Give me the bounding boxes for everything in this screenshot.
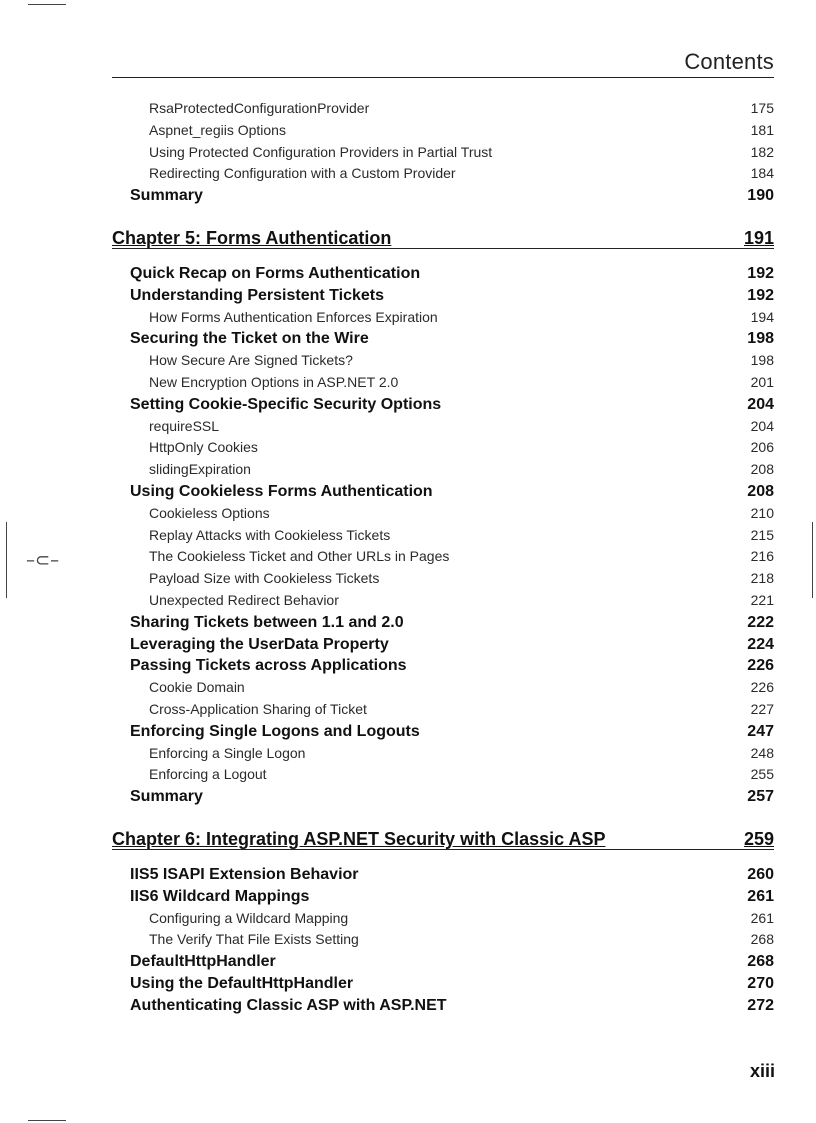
toc-subsection-entry[interactable] bbox=[112, 908, 774, 930]
entry-page-number: 261 bbox=[750, 909, 774, 926]
entry-page-number: 181 bbox=[750, 121, 774, 138]
toc-subsection-entry[interactable] bbox=[112, 525, 774, 547]
entry-page-number: 221 bbox=[750, 591, 774, 608]
entry-title: RsaProtectedConfigurationProvider bbox=[149, 100, 370, 116]
entry-page-number: 208 bbox=[750, 461, 774, 478]
entry-title: Cookie Domain bbox=[149, 679, 245, 696]
toc-subsection-entry[interactable] bbox=[112, 120, 774, 142]
toc-subsection-entry[interactable] bbox=[112, 568, 774, 590]
entry-page-number: 227 bbox=[750, 700, 774, 717]
entry-title: Passing Tickets across Applications bbox=[130, 657, 407, 675]
entry-page-number: 175 bbox=[750, 100, 774, 116]
table-of-contents bbox=[112, 98, 774, 1016]
registration-mark-icon: –⊂– bbox=[26, 550, 60, 571]
entry-title: DefaultHttpHandler bbox=[130, 953, 276, 971]
entry-title: Enforcing a Single Logon bbox=[149, 744, 306, 761]
toc-section-entry[interactable] bbox=[112, 634, 774, 656]
toc-subsection-entry[interactable] bbox=[112, 416, 774, 438]
entry-page-number: 201 bbox=[750, 373, 774, 390]
entry-title: Setting Cookie-Specific Security Options bbox=[130, 395, 442, 413]
toc-subsection-entry[interactable] bbox=[112, 929, 774, 951]
entry-title: Securing the Ticket on the Wire bbox=[130, 330, 369, 348]
entry-page-number: 190 bbox=[747, 187, 774, 205]
entry-title: Sharing Tickets between 1.1 and 2.0 bbox=[130, 613, 404, 631]
toc-subsection-entry[interactable] bbox=[112, 163, 774, 185]
entry-title: Enforcing Single Logons and Logouts bbox=[130, 722, 420, 740]
toc-subsection-entry[interactable] bbox=[112, 437, 774, 459]
toc-section-entry[interactable] bbox=[112, 886, 774, 908]
entry-title: Summary bbox=[130, 788, 203, 806]
entry-title: Summary bbox=[130, 187, 203, 205]
page-number: xiii bbox=[749, 1061, 775, 1081]
entry-page-number: 257 bbox=[747, 788, 774, 806]
toc-subsection-entry[interactable] bbox=[112, 590, 774, 612]
entry-page-number: 222 bbox=[747, 613, 774, 631]
entry-title: Replay Attacks with Cookieless Tickets bbox=[149, 526, 391, 543]
entry-page-number: 226 bbox=[750, 679, 774, 696]
toc-section-entry[interactable] bbox=[112, 655, 774, 677]
toc-subsection-entry[interactable] bbox=[112, 699, 774, 721]
entry-title: Understanding Persistent Tickets bbox=[130, 286, 384, 304]
entry-page-number: 192 bbox=[747, 286, 774, 304]
entry-page-number: 226 bbox=[747, 657, 774, 675]
entry-page-number: 192 bbox=[747, 264, 774, 282]
entry-page-number: 198 bbox=[750, 352, 774, 369]
entry-page-number: 184 bbox=[750, 165, 774, 182]
entry-page-number: 216 bbox=[750, 548, 774, 565]
toc-section-entry[interactable] bbox=[112, 951, 774, 973]
registration-line-right bbox=[812, 522, 813, 598]
entry-title: Redirecting Configuration with a Custom Provider bbox=[149, 165, 456, 182]
entry-page-number: 247 bbox=[747, 722, 774, 740]
entry-page-number: 224 bbox=[747, 635, 774, 653]
toc-section-entry[interactable] bbox=[112, 263, 774, 285]
entry-title: requireSSL bbox=[149, 417, 220, 434]
entry-title: HttpOnly Cookies bbox=[149, 439, 258, 456]
entry-title: Aspnet_regiis Options bbox=[149, 121, 286, 138]
entry-page-number: 194 bbox=[750, 308, 774, 325]
entry-page-number: 218 bbox=[750, 570, 774, 587]
toc-subsection-entry[interactable] bbox=[112, 372, 774, 394]
chapter-title: Chapter 6: Integrating ASP.NET Security with Classic ASP bbox=[112, 828, 606, 849]
chapter-page-number: 191 bbox=[743, 227, 774, 248]
entry-page-number: 255 bbox=[750, 766, 774, 783]
chapter-page-number: 259 bbox=[743, 828, 774, 849]
entry-page-number: 272 bbox=[747, 996, 774, 1014]
entry-title: Using Protected Configuration Providers in Partial Trust bbox=[149, 143, 493, 160]
toc-section-entry[interactable] bbox=[112, 995, 774, 1017]
toc-section-entry[interactable] bbox=[112, 721, 774, 743]
toc-subsection-entry[interactable] bbox=[112, 98, 774, 120]
entry-title: slidingExpiration bbox=[149, 461, 251, 478]
toc-subsection-entry[interactable] bbox=[112, 764, 774, 786]
chapter-heading[interactable] bbox=[112, 222, 774, 249]
toc-subsection-entry[interactable] bbox=[112, 350, 774, 372]
entry-page-number: 210 bbox=[750, 504, 774, 521]
registration-line-left bbox=[6, 522, 7, 598]
entry-title: Enforcing a Logout bbox=[149, 766, 267, 783]
crop-mark-top bbox=[28, 4, 66, 5]
entry-page-number: 270 bbox=[747, 974, 774, 992]
entry-title: Leveraging the UserData Property bbox=[130, 635, 389, 653]
entry-title: Quick Recap on Forms Authentication bbox=[130, 264, 421, 282]
entry-title: New Encryption Options in ASP.NET 2.0 bbox=[149, 373, 399, 390]
entry-title: Unexpected Redirect Behavior bbox=[149, 591, 339, 608]
toc-subsection-entry[interactable] bbox=[112, 677, 774, 699]
toc-section-entry[interactable] bbox=[112, 185, 774, 207]
entry-page-number: 268 bbox=[750, 931, 774, 948]
entry-page-number: 182 bbox=[750, 143, 774, 160]
entry-title: How Forms Authentication Enforces Expiration bbox=[149, 308, 438, 325]
page-title: Contents bbox=[684, 49, 774, 74]
entry-title: The Cookieless Ticket and Other URLs in Pages bbox=[149, 548, 450, 565]
entry-page-number: 261 bbox=[747, 887, 774, 905]
toc-section-entry[interactable] bbox=[112, 612, 774, 634]
toc-section-entry[interactable] bbox=[112, 864, 774, 886]
entry-title: Authenticating Classic ASP with ASP.NET bbox=[130, 996, 447, 1014]
entry-page-number: 198 bbox=[747, 330, 774, 348]
entry-title: The Verify That File Exists Setting bbox=[149, 931, 359, 948]
entry-title: Configuring a Wildcard Mapping bbox=[149, 909, 349, 926]
entry-page-number: 260 bbox=[747, 865, 774, 883]
chapter-title: Chapter 5: Forms Authentication bbox=[112, 227, 392, 248]
toc-section-entry[interactable] bbox=[112, 786, 774, 808]
entry-title: IIS6 Wildcard Mappings bbox=[130, 887, 310, 905]
crop-mark-bottom bbox=[28, 1120, 66, 1121]
chapter-heading[interactable] bbox=[112, 823, 774, 850]
entry-page-number: 204 bbox=[750, 417, 774, 434]
toc-subsection-entry[interactable] bbox=[112, 142, 774, 164]
header-rule bbox=[112, 77, 774, 78]
entry-title: IIS5 ISAPI Extension Behavior bbox=[130, 865, 359, 883]
entry-title: Cookieless Options bbox=[149, 504, 270, 521]
entry-page-number: 206 bbox=[750, 439, 774, 456]
entry-title: Using the DefaultHttpHandler bbox=[130, 974, 354, 992]
entry-title: Using Cookieless Forms Authentication bbox=[130, 482, 433, 500]
toc-subsection-entry[interactable] bbox=[112, 743, 774, 765]
entry-page-number: 208 bbox=[747, 482, 774, 500]
entry-title: How Secure Are Signed Tickets? bbox=[149, 352, 353, 369]
toc-section-entry[interactable] bbox=[112, 973, 774, 995]
entry-title: Cross-Application Sharing of Ticket bbox=[149, 700, 367, 717]
entry-page-number: 204 bbox=[747, 395, 774, 413]
toc-subsection-entry[interactable] bbox=[112, 459, 774, 481]
entry-page-number: 268 bbox=[747, 953, 774, 971]
toc-subsection-entry[interactable] bbox=[112, 546, 774, 568]
toc-section-entry[interactable] bbox=[112, 481, 774, 503]
entry-title: Payload Size with Cookieless Tickets bbox=[149, 570, 380, 587]
toc-section-entry[interactable] bbox=[112, 285, 774, 307]
entry-page-number: 215 bbox=[750, 526, 774, 543]
toc-section-entry[interactable] bbox=[112, 394, 774, 416]
toc-section-entry[interactable] bbox=[112, 328, 774, 350]
toc-subsection-entry[interactable] bbox=[112, 503, 774, 525]
entry-page-number: 248 bbox=[750, 744, 774, 761]
toc-subsection-entry[interactable] bbox=[112, 307, 774, 329]
